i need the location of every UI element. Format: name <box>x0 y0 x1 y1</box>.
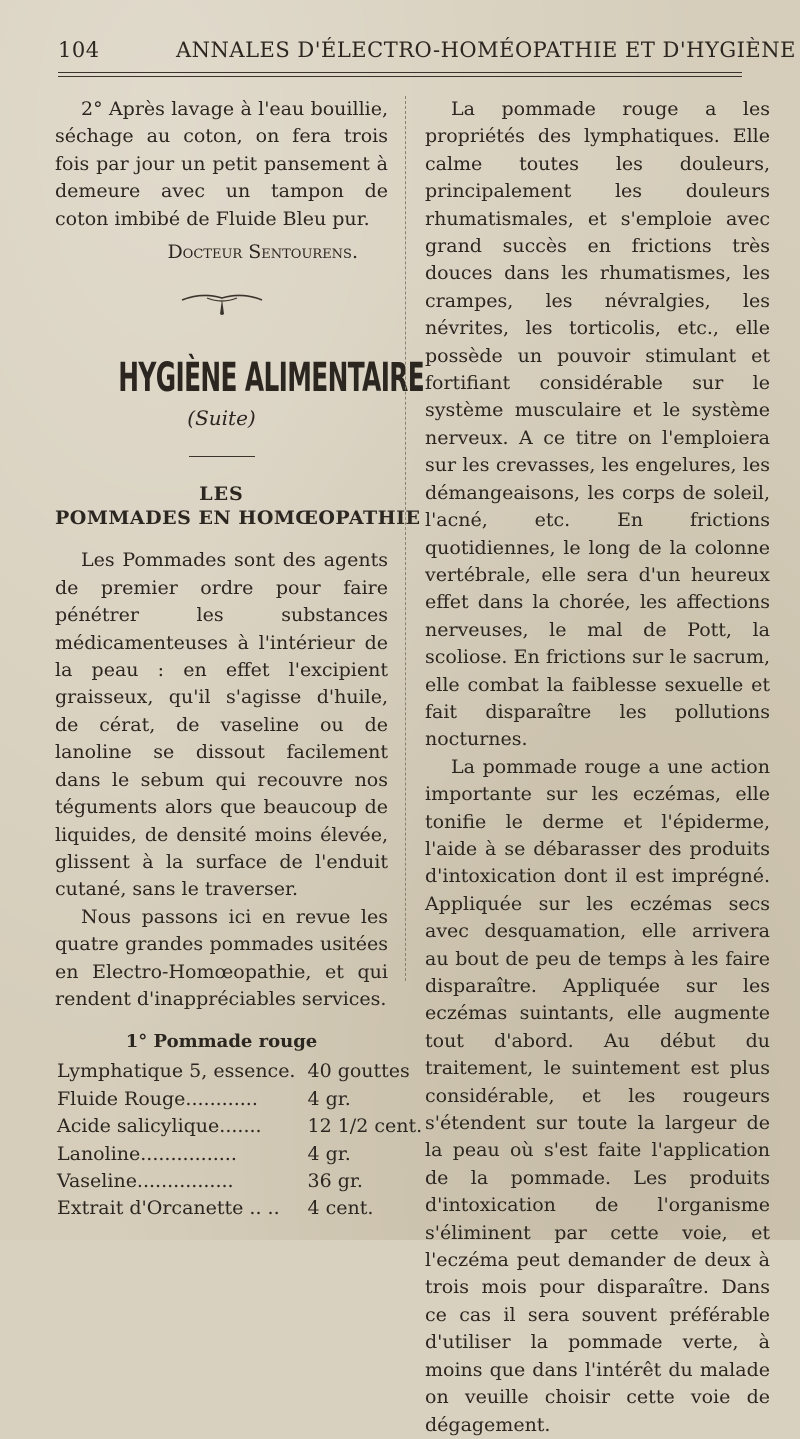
article-title-line2: POMMADES EN HOMŒOPATHIE <box>55 507 421 530</box>
recipe-quantity: 40 gouttes <box>307 1060 410 1083</box>
article-paragraph-1: Les Pommades sont des agents de premier ordre pour faire pénétrer les substances médicamenteuses à l'intérieur de la peau : en effet l'excipient graisseux, qu'il s'agisse d'huile, de cérat, de vaseline ou de lanoline se dissout facilement dans le sebum qui recouvre nos téguments alors que beaucoup de liquides, de densité moins élevée, glissent à la surface de l'enduit cutané, sans le traverser. <box>55 549 388 901</box>
section-rule <box>189 456 255 457</box>
recipe-row <box>57 1113 422 1140</box>
section-title: HYGIÈNE ALIMENTAIRE <box>118 355 425 402</box>
recipe-row <box>57 1141 422 1168</box>
recipe-quantity: 36 gr. <box>307 1169 363 1192</box>
recipe-ingredient: Fluide Rouge............ <box>57 1087 258 1110</box>
decorative-ornament-icon <box>177 286 267 318</box>
recipe-ingredient: Acide salicylique....... <box>57 1115 262 1138</box>
page-number: 104 <box>58 38 100 62</box>
journal-title: ANNALES D'ÉLECTRO-HOMÉOPATHIE ET D'HYGIÈNE <box>176 38 796 62</box>
signature: Docteur Sentourens. <box>167 241 358 264</box>
column-divider <box>405 96 406 981</box>
right-paragraph-2: La pommade rouge a une action importante sur les eczémas, elle tonifie le derme et l'épiderme, l'aide à se débarasser des produits d'intoxication dont il est imprégné. Appliquée sur les eczémas secs avec desquamation, elle arrivera au bout de peu de temps à les faire disparaître. Appliquée sur les eczémas suintants, elle augmente tout d'abord. Au début du traitement, le suintement est plus considérable, et les rougeurs s'étendent sur toute la largeur de la peau où s'est faite l'application de la pommade. Les produits d'intoxication de l'organisme s'éliminent par cette voie, et l'eczéma peut demander de deux à trois mois pour disparaître. Dans ce cas il sera souvent préférable d'utiliser la pommade verte, à moins que dans l'intérêt du malade on veuille choisir cette voie de dégagement. <box>425 755 770 1436</box>
header-rule-secondary <box>58 76 742 77</box>
right-paragraph-1: La pommade rouge a les propriétés des lymphatiques. Elle calme toutes les douleurs, principalement les douleurs rhumatismales, et s'emploie avec grand succès en frictions très douces dans les rhumatismes, les crampes, les névralgies, les névrites, les torticolis, etc., elle possède un pouvoir stimulant et fortifiant considérable sur le système musculaire et le système nerveux. A ce titre on l'emploiera sur les crevasses, les engelures, les démangeaisons, les corps de soleil, l'acné, etc. En frictions quotidiennes, le long de la colonne vertébrale, elle sera d'un heureux effet dans la chorée, les affections nerveuses, le mal de Pott, la scoliose. En frictions sur le sacrum, elle combat la faiblesse sexuelle et fait disparaître les pollutions nocturnes. <box>425 98 770 751</box>
header-rule <box>58 72 742 73</box>
recipe-row <box>57 1086 422 1113</box>
recipe-row <box>57 1058 422 1085</box>
recipe-row <box>57 1168 422 1195</box>
recipe-quantity: 4 cent. <box>307 1197 374 1220</box>
recipe-ingredient: Vaseline................ <box>57 1169 234 1192</box>
recipe-quantity: 4 gr. <box>307 1142 351 1165</box>
intro-paragraph: 2° Après lavage à l'eau bouillie, séchage au coton, on fera trois fois par jour un petit pansement à demeure avec un tampon de coton imbibé de Fluide Bleu pur. <box>55 98 388 230</box>
recipe-quantity: 12 1/2 cent. <box>307 1115 423 1138</box>
section-suite: (Suite) <box>187 406 256 431</box>
recipe-table <box>57 1058 422 1222</box>
recipe-title: 1° Pommade rouge <box>125 1031 318 1053</box>
recipe-row <box>57 1195 422 1222</box>
article-title-line1: LES <box>199 483 244 506</box>
article-paragraph-2: Nous passons ici en revue les quatre grandes pommades usitées en Electro-Homœopathie, et qui rendent d'inappréciables services. <box>55 905 388 1010</box>
recipe-ingredient: Lymphatique 5, essence. <box>57 1060 296 1083</box>
recipe-quantity: 4 gr. <box>307 1087 351 1110</box>
right-column <box>425 96 770 1439</box>
recipe-ingredient: Extrait d'Orcanette .. .. <box>57 1197 280 1220</box>
left-column <box>55 96 425 1223</box>
recipe-ingredient: Lanoline................ <box>57 1142 237 1165</box>
